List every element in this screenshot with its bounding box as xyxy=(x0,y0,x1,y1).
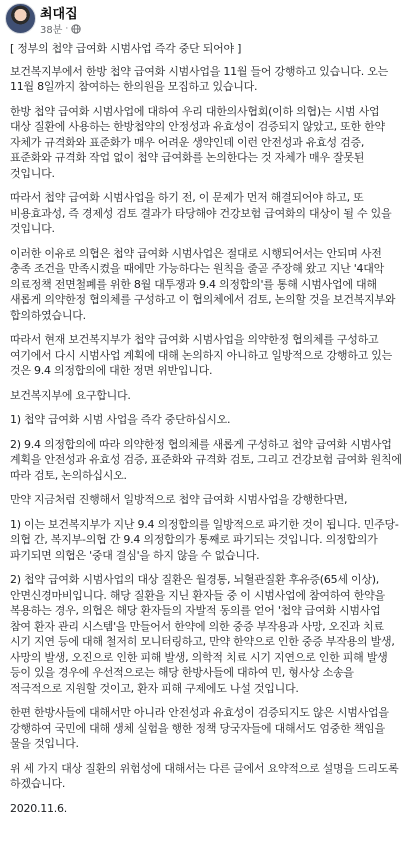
post-paragraph: 만약 지금처럼 진행해서 일방적으로 첩약 급여화 시범사업을 강행한다면, xyxy=(10,493,348,506)
post-paragraph: 따라서 현재 보건복지부가 첩약 급여화 시범사업을 의약한정 협의체를 구성하고 여기에서 다시 시범사업 계획에 대해 논의하지 아니하고 일방적으로 강행하고 있는 것은 9.4 의정합의에 대한 정면 위반입니다. xyxy=(10,333,393,377)
post-paragraph: 따라서 첩약 급여화 시범사업을 하기 전, 이 문제가 먼저 해결되어야 하고, 또 비용효과성, 즉 경제성 검토 결과가 타당해야 건강보험 급여화의 대상이 될 수 있을 것입니다. xyxy=(10,191,392,235)
post-paragraph: 2) 9.4 의정합의에 따라 의약한정 협의체를 새롭게 구성하고 첩약 급여화 시범사업 계획을 안전성과 유효성 검증, 표준화와 규격화 검토, 그리고 건강보험 급여화 원칙에 따라 검토, 논의하십시오. xyxy=(10,437,402,482)
post-paragraph: 보건복지부에 요구합니다. xyxy=(10,388,131,402)
post-paragraph: 보건복지부에서 한방 첩약 급여화 시범사업을 11월 들어 강행하고 있습니다. 오는 11월 8일까지 참여하는 한의원을 모집하고 있습니다. xyxy=(10,64,388,93)
post-body xyxy=(10,41,402,825)
post-date: 2020.11.6. xyxy=(10,801,67,815)
separator-dot: · xyxy=(65,23,69,34)
post-paragraph: 1) 첩약 급여화 시범 사업을 즉각 중단하십시오. xyxy=(10,413,231,426)
post-meta xyxy=(40,21,81,36)
post-paragraph: 한방 첩약 급여화 시범사업에 대하여 우리 대한의사협회(이하 의협)는 시범 사업 대상 질환에 사용하는 한방첩약의 안정성과 유효성이 검증되지 않았고, 또한 한약 자체가 규격화와 표준화가 매우 어려운 생약인데 이런 안전성과 유효성 검증, 표준화와 규격화 작업 없이 첩약 급여화를 논의한다는 것 자체가 매우 잘못된 것입니다. xyxy=(10,104,385,180)
post-paragraph: 위 세 가지 대상 질환의 위험성에 대해서는 다른 글에서 요약적으로 설명을 드리도록 하겠습니다. xyxy=(10,761,399,790)
globe-icon[interactable] xyxy=(71,24,81,34)
post-paragraph: 1) 이는 보건복지부가 지난 9.4 의정합의를 일방적으로 파기한 것이 됩니다. 민주당-의협 간, 복지부-의협 간 9.4 의정합의가 통째로 파기되는 것입니다. 의정합의가 파기되면 의협은 '중대 결심'을 하지 않을 수 없습니다. xyxy=(10,517,399,562)
post-title: [ 정부의 첩약 급여화 시범사업 즉각 중단 되어야 ] xyxy=(10,42,242,55)
post-header xyxy=(0,0,410,36)
post-paragraph: 한편 한방사들에 대해서만 아니라 안전성과 유효성이 검증되지도 않은 시범사업을 강행하여 국민에 대해 생체 실험을 행한 정책 당국자들에 대해서도 엄중한 책임을 물을 것입니다. xyxy=(10,706,389,750)
avatar[interactable] xyxy=(5,3,36,34)
post-paragraph: 2) 첩약 급여화 시범사업의 대상 질환은 월경통, 뇌혈관질환 후유증(65세 이상), 안면신경마비입니다. 해당 질환을 지닌 환자들 중 이 시범사업에 참여하여 한약을 복용하는 경우, 의협은 해당 환자들의 자발적 동의를 얻어 '첩약 급여화 시범사업 참여 환자 관리 시스템'을 만들어서 한약에 의한 중증 부작용과 사망, 오진과 치료 시기 지연 등에 대해 철저히 모니터링하고, 만약 한약으로 인한 중증 부작용의 발생, 사망의 발생, 오진으로 인한 피해 발생, 의학적 치료 시기 지연으로 인한 피해 발생 등이 있을 경우에 우선적으로는 해당 한방사들에 대하여 민, 형사상 소송을 적극적으로 지원할 것이고, 환자 피해 구제에도 나설 것입니다. xyxy=(10,573,395,695)
author-name[interactable]: 최대집 xyxy=(40,7,78,22)
post-time[interactable]: 38분 xyxy=(40,25,63,36)
post-paragraph: 이러한 이유로 의협은 첩약 급여화 시범사업은 절대로 시행되어서는 안되며 사전 충족 조건을 만족시켰을 때에만 가능하다는 원칙을 줄곧 주장해 왔고 지난 '4대악 의료정책 전면철폐를 위한 8월 대투쟁과 9.4 의정합의'를 통해 시범사업에 대해 새롭게 의약한정 협의체를 구성하고 이 협의체에서 검토, 논의할 것을 보건복지부와 합의하였습니다. xyxy=(10,246,396,322)
